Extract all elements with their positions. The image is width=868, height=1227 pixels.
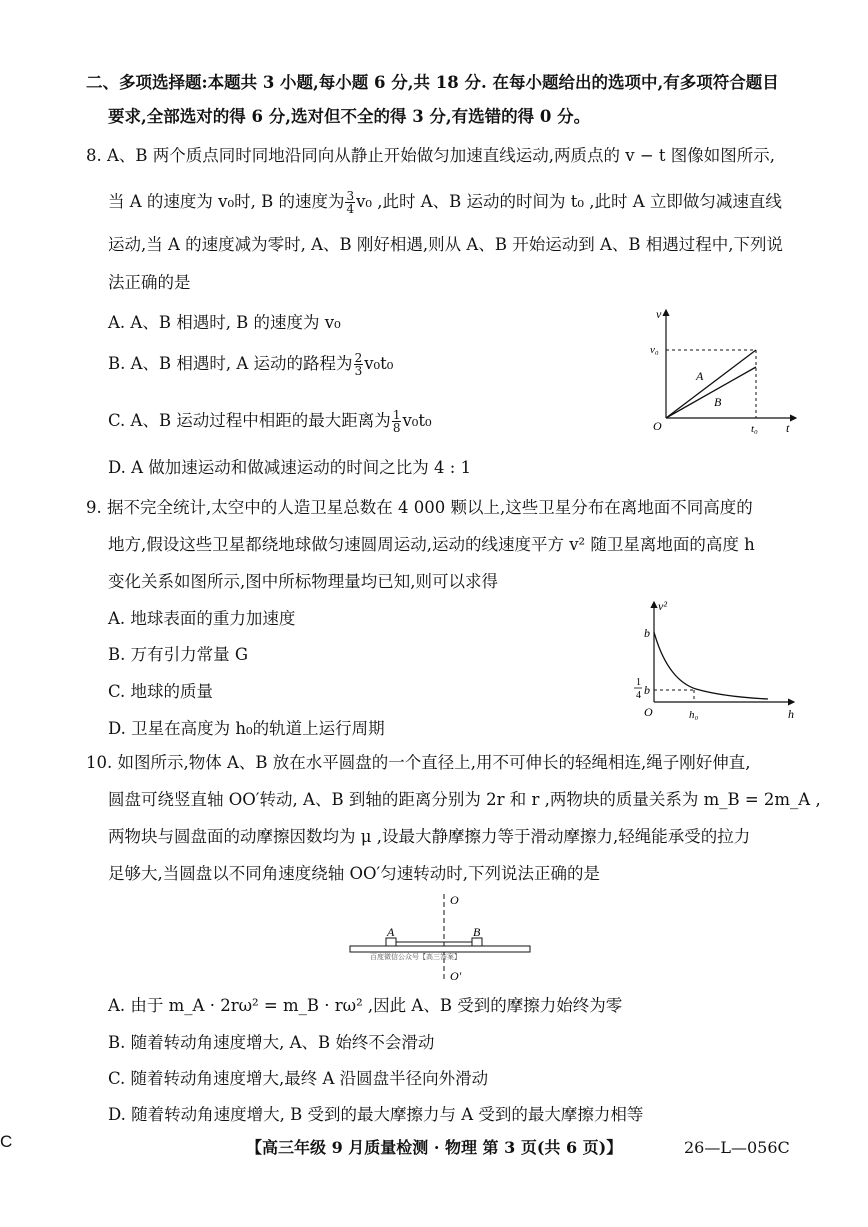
block-a: [386, 938, 396, 946]
x-axis-label: h: [788, 707, 794, 721]
origin-label: O: [644, 705, 653, 719]
q9-option-a: A. 地球表面的重力加速度: [108, 609, 296, 628]
q8-option-d: D. A 做加速运动和做减速运动的时间之比为 4 : 1: [108, 458, 472, 477]
footer-title: 【高三年级 9 月质量检测 · 物理 第 3 页(共 6 页)】: [246, 1138, 623, 1157]
q8-option-c-fraction: [392, 409, 402, 434]
q9-stem-line1: 9. 据不完全统计,太空中的人造卫星总数在 4 000 颗以上,这些卫星分布在离地面不同高度的: [86, 498, 753, 517]
y-axis-label: v²: [658, 599, 667, 613]
disk: [350, 946, 530, 952]
origin-label: O: [653, 419, 662, 433]
footer-code: 26—L—056C: [684, 1138, 790, 1157]
block-b: [472, 938, 482, 946]
q10-option-c: C. 随着转动角速度增大,最终 A 沿圆盘半径向外滑动: [108, 1069, 489, 1088]
q8-stem-line2-b: v₀ ,此时 A、B 运动的时间为 t₀ ,此时 A 立即做匀减速直线: [356, 192, 782, 211]
q9-option-b: B. 万有引力常量 G: [108, 645, 249, 664]
section-heading-line1: 二、多项选择题:本题共 3 小题,每小题 6 分,共 18 分. 在每小题给出的选项中,有多项符合题目: [86, 73, 779, 92]
line-b: [666, 367, 756, 418]
q8-vt-graph: [640, 306, 800, 438]
q8-stem-line2-a: 当 A 的速度为 v₀时, B 的速度为: [108, 192, 345, 211]
fraction-denominator: 4: [346, 202, 355, 216]
q8-option-c-text: C. A、B 运动过程中相距的最大距离为: [108, 411, 391, 430]
line-a-label: A: [696, 369, 704, 383]
fraction-numerator: 3: [346, 189, 355, 203]
quarter-numerator: 1: [636, 677, 641, 688]
q9-stem-line2: 地方,假设这些卫星都绕地球做匀速圆周运动,运动的线速度平方 v² 随卫星离地面的高度 h: [108, 535, 755, 554]
q9-stem-line3: 变化关系如图所示,图中所标物理量均已知,则可以求得: [108, 572, 498, 591]
q8-stem-line2: [108, 190, 782, 215]
q8-option-b-text: B. A、B 相遇时, A 运动的路程为: [108, 354, 353, 373]
o-prime-label: O′: [450, 969, 462, 982]
q8-option-c-tail: v₀t₀: [402, 411, 432, 430]
q10-stem-line1: 10. 如图所示,物体 A、B 放在水平圆盘的一个直径上,用不可伸长的轻绳相连,绳子刚好伸直,: [86, 753, 751, 772]
line-a: [666, 350, 756, 418]
q8-fraction-three-quarters: [345, 190, 355, 215]
fraction-numerator: 1: [392, 408, 401, 422]
q10-disk-figure: [344, 892, 536, 982]
v0-tick-label: v₀: [650, 344, 659, 356]
section-heading-line2: 要求,全部选对的得 6 分,选对但不全的得 3 分,有选错的得 0 分。: [108, 107, 591, 126]
q8-stem-line1: 8. A、B 两个质点同时同地沿同向从静止开始做匀加速直线运动,两质点的 v − t 图像如图所示,: [86, 146, 776, 165]
quarter-b-tick-label: b: [644, 683, 650, 697]
corner-mark: C: [0, 1132, 13, 1151]
block-a-label: A: [387, 925, 395, 939]
y-axis-label: v: [656, 307, 662, 321]
q8-option-b-tail: v₀t₀: [364, 354, 394, 373]
q9-option-d: D. 卫星在高度为 h₀的轨道上运行周期: [108, 719, 385, 738]
q10-stem-line2: 圆盘可绕竖直轴 OO′转动, A、B 到轴的距离分别为 2r 和 r ,两物块的质量关系为 m_B = 2m_A ,: [108, 790, 821, 809]
line-b-label: B: [714, 395, 722, 409]
b-tick-label: b: [644, 626, 650, 640]
q9-v2-h-graph: [628, 598, 800, 728]
q10-option-a: A. 由于 m_A · 2rω² = m_B · rω² ,因此 A、B 受到的摩擦力始终为零: [108, 996, 623, 1015]
q8-option-a: A. A、B 相遇时, B 的速度为 v₀: [108, 313, 341, 332]
q8-option-b: [108, 352, 393, 377]
t0-tick-label: t₀: [751, 423, 758, 435]
o-label: O: [450, 893, 459, 907]
q8-option-c: [108, 409, 432, 434]
q9-option-c: C. 地球的质量: [108, 682, 214, 701]
fraction-denominator: 3: [354, 364, 363, 378]
q10-option-d: D. 随着转动角速度增大, B 受到的最大摩擦力与 A 受到的最大摩擦力相等: [108, 1105, 644, 1124]
q10-stem-line4: 足够大,当圆盘以不同角速度绕轴 OO′匀速转动时,下列说法正确的是: [108, 864, 601, 883]
h0-tick-label: h₀: [689, 709, 699, 721]
q10-option-b: B. 随着转动角速度增大, A、B 始终不会滑动: [108, 1033, 435, 1052]
watermark: 百度微信公众号【高三答案】: [370, 953, 461, 961]
q10-stem-line3: 两物块与圆盘面的动摩擦因数均为 μ ,设最大静摩擦力等于滑动摩擦力,轻绳能承受的拉力: [108, 827, 751, 846]
quarter-denominator: 4: [636, 690, 641, 701]
q8-stem-line4: 法正确的是: [108, 273, 191, 292]
q8-stem-line3: 运动,当 A 的速度减为零时, A、B 刚好相遇,则从 A、B 开始运动到 A、B 相遇过程中,下列说: [108, 235, 783, 254]
block-b-label: B: [473, 925, 481, 939]
v2-curve: [654, 632, 768, 699]
x-axis-label: t: [786, 421, 790, 435]
fraction-denominator: 8: [392, 421, 401, 435]
fraction-numerator: 2: [354, 351, 363, 365]
q8-option-b-fraction: [354, 352, 364, 377]
